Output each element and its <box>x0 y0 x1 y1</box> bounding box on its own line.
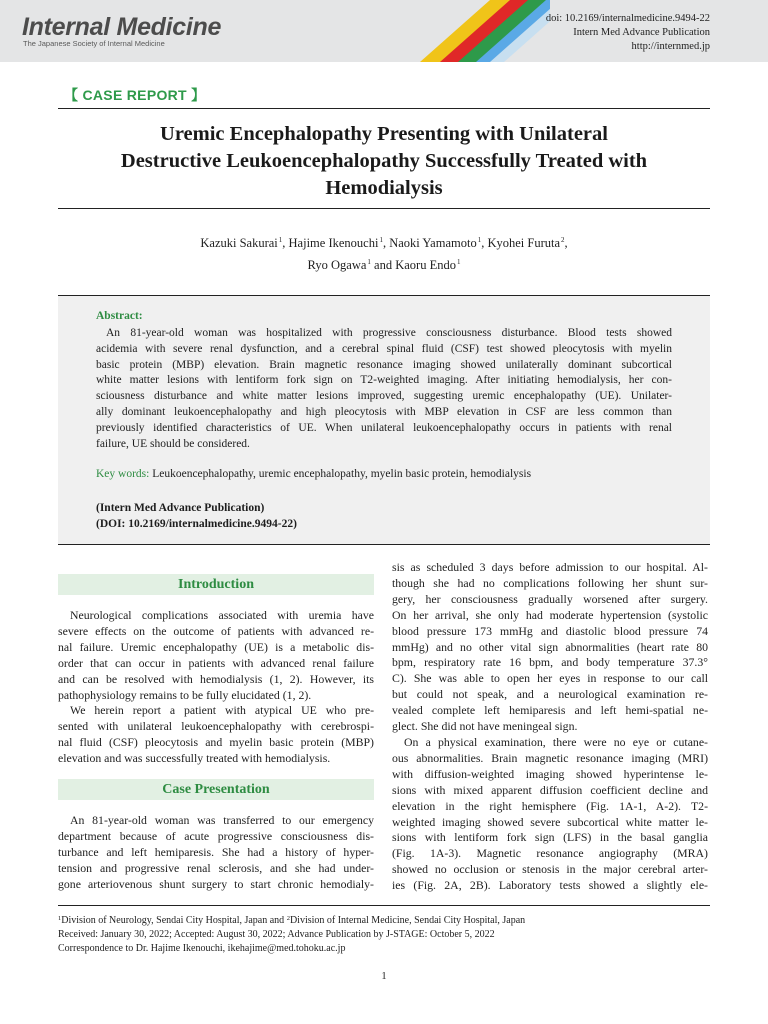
author-line <box>58 231 710 253</box>
author-separator: , <box>564 236 568 250</box>
journal-header <box>0 0 768 62</box>
text-line: gone arteriovenous shunt surgery to start chronic hemodialy- <box>58 876 374 891</box>
abstract-line: An 81-year-old woman was hospitalized with progressive consciousness disturbance. Blood tests showed <box>106 327 672 339</box>
doi-block <box>546 12 710 54</box>
keywords <box>96 468 531 480</box>
abstract-box <box>58 296 710 544</box>
affiliation-2: Division of Internal Medicine, Sendai City Hospital, Japan <box>289 915 526 926</box>
text-line: nal failure. Uremic encephalopathy (UE) is a metabolic dis- <box>58 639 374 654</box>
abstract-line: basic protein (MBP) elevation. Brain magnetic resonance imaging showed unilaterally dominant subcortical <box>96 358 672 371</box>
text-line: blood pressure 173 mmHg and diastolic blood pressure 74 <box>392 623 708 638</box>
text-line: On her arrival, she only had moderate hypertension (systolic <box>392 607 708 622</box>
affiliation-mark: 1 <box>379 236 383 244</box>
text-line: elevation in the right hemisphere (Fig. 1A-1, A-2). T2- <box>392 798 708 813</box>
keywords-text: Leukoencephalopathy, uremic encephalopathy, myelin basic protein, hemodialysis <box>152 468 532 480</box>
advance-publication-label: (Intern Med Advance Publication) <box>96 502 265 514</box>
text-line: On a physical examination, there were no eye or cutane- <box>404 734 708 749</box>
text-line: nal fluid (CSF) pleocytosis and myelin basic protein (MBP) <box>58 735 374 750</box>
affiliation-1: Division of Neurology, Sendai City Hospital, Japan and <box>61 915 287 926</box>
author-name: Kyohei Furuta <box>487 236 560 250</box>
author-name: Kazuki Sakurai <box>200 236 278 250</box>
author-separator: , <box>382 236 390 250</box>
text-line: (Fig. 1A-3). Magnetic resonance angiography (MRA) <box>392 846 708 861</box>
text-line: mmHg) and no other vital sign abnormalities (heart rate 80 <box>392 639 708 654</box>
author-list <box>58 231 710 275</box>
abstract-label: Abstract: <box>96 310 143 322</box>
text-line: elevation and was successfully treated with hemodialysis. <box>58 751 331 766</box>
text-line: ous abnormalities. Brain magnetic resonance imaging (MRI) <box>392 750 708 765</box>
header-stripes-graphic <box>380 0 550 62</box>
title-line: Destructive Leukoencephalopathy Successfully Treated with <box>120 150 648 172</box>
text-line: We herein report a patient with atypical UE who pre- <box>70 703 374 718</box>
author-name: Hajime Ikenouchi <box>288 236 379 250</box>
text-line: pathophysiology remains to be fully elucidated (1, 2). <box>58 687 312 702</box>
text-line: order that can occur in patients with advanced renal failure <box>58 655 374 670</box>
affiliation-mark: 1 <box>367 258 371 266</box>
abstract-line: ally dominant leukoencephalopathy and high pleocytosis with MBP elevation in CSF are less common than <box>96 405 672 418</box>
introduction-text <box>58 608 374 767</box>
abstract-line: sciousness disturbance and white matter lesions improved, suggesting uremic encephalopathy (UE). Unilater- <box>96 390 672 403</box>
affiliation-mark: 1 <box>278 236 283 244</box>
divider-abstract-bottom <box>58 544 710 545</box>
abstract-line: failure, UE should be considered. <box>96 437 250 450</box>
text-line: showed no occlusion or stenosis in the major cerebral arter- <box>392 862 708 877</box>
affiliation-mark: 2 <box>286 915 290 922</box>
author-separator: , <box>481 236 488 250</box>
affiliation-mark: 1 <box>477 236 482 244</box>
author-separator: and <box>370 258 396 272</box>
text-line: sions with mixed apparent diffusion coefficient decline and <box>392 782 708 797</box>
text-line: department because of acute progressive consciousness dis- <box>58 828 374 843</box>
affiliation-mark: 1 <box>58 915 62 922</box>
text-line: turbance and left hemiparesis. She had a history of hyper- <box>58 844 374 859</box>
publication-text: Intern Med Advance Publication <box>573 27 710 38</box>
text-line: An 81-year-old woman was transferred to our emergency <box>70 813 374 827</box>
abstract-line: acidemia with severe renal dysfunction, and a cerebral spinal fluid (CSF) test showed pleocytosis with myelin <box>96 342 672 355</box>
text-line: severe effects on the outcome of patients with advanced re- <box>58 623 374 638</box>
journal-subtitle: The Japanese Society of Internal Medicine <box>23 39 165 48</box>
affiliation-mark: 2 <box>561 236 565 244</box>
publication-dates: Received: January 30, 2022; Accepted: August 30, 2022; Advance Publication by J-STAGE: October 5, 2022 <box>58 929 495 940</box>
abstract-line: white matter lesions with lentiform fork sign on T2-weighted imaging. After initiating hemodialysis, her con- <box>96 374 672 387</box>
text-line: C). She was able to open her eyes in response to our call <box>392 671 708 686</box>
text-line: vealed complete left hemiparesis and left hemi-spatial ne- <box>392 703 708 718</box>
correspondence: Correspondence to Dr. Hajime Ikenouchi, ikehajime@med.tohoku.ac.jp <box>58 943 346 954</box>
journal-title: Internal Medicine <box>22 13 222 41</box>
text-line: sis as scheduled 3 days before admission to our hospital. Al- <box>392 560 708 574</box>
text-line: glect. She did not have meningeal sign. <box>392 719 578 734</box>
title-line: Hemodialysis <box>325 177 443 199</box>
author-separator: , <box>282 236 289 250</box>
article-type: 【 CASE REPORT 】 <box>64 87 206 103</box>
divider-top <box>58 108 710 109</box>
text-line: sented with unilateral leukoencephalopathy with cerebrospi- <box>58 719 374 734</box>
text-line: and can be resolved with hemodialysis (1, 2). However, its <box>58 671 374 686</box>
text-line: gery, her consciousness gradually worsened after surgery. <box>392 591 708 606</box>
abstract-text <box>96 326 672 452</box>
journal-url[interactable]: http://internmed.jp <box>631 41 710 52</box>
affiliations <box>58 912 525 928</box>
text-line: tension and progressive renal sclerosis, and she had under- <box>58 860 374 875</box>
author-line <box>58 253 710 275</box>
text-line: ies (Fig. 2A, 2B). Laboratory tests showed a slightly ele- <box>392 878 708 893</box>
text-line: sions with lentiform fork sign (LFS) in the basal ganglia <box>392 830 708 845</box>
article-title <box>58 121 710 202</box>
doi-text: doi: 10.2169/internalmedicine.9494-22 <box>545 13 710 24</box>
text-line: Neurological complications associated with uremia have <box>70 608 374 622</box>
case-presentation-continued <box>392 560 708 894</box>
page-number: 1 <box>381 971 387 982</box>
author-name: Naoki Yamamoto <box>389 236 477 250</box>
keywords-label: Key words: <box>96 468 150 480</box>
text-line: but could not speak, and a neurological examination re- <box>392 687 708 702</box>
case-presentation-text <box>58 813 374 893</box>
advance-publication-doi: (DOI: 10.2169/internalmedicine.9494-22) <box>96 518 297 530</box>
divider-title <box>58 208 710 209</box>
abstract-line: previously identified characteristics of UE. When unilateral leukoencephalopathy occurs in patients with renal <box>96 421 672 434</box>
text-line: weighted imaging showed severe subcortical white matter le- <box>392 814 708 829</box>
title-line: Uremic Encephalopathy Presenting with Unilateral <box>160 123 608 145</box>
text-line: though she had no complications following her shunt sur- <box>392 575 708 590</box>
affiliation-mark: 1 <box>456 258 461 266</box>
text-line: with diffusion-weighted imaging showed hyperintense le- <box>392 766 708 781</box>
author-name: Kaoru Endo <box>395 258 456 272</box>
section-heading-case-presentation: Case Presentation <box>58 779 374 800</box>
advance-publication <box>96 500 297 532</box>
divider-footnote <box>58 905 710 906</box>
author-name: Ryo Ogawa <box>307 258 367 272</box>
text-line: bpm, respiratory rate 16 bpm, and body temperature 37.3° <box>392 655 708 670</box>
section-heading-introduction: Introduction <box>58 574 374 595</box>
footnotes <box>58 912 525 956</box>
